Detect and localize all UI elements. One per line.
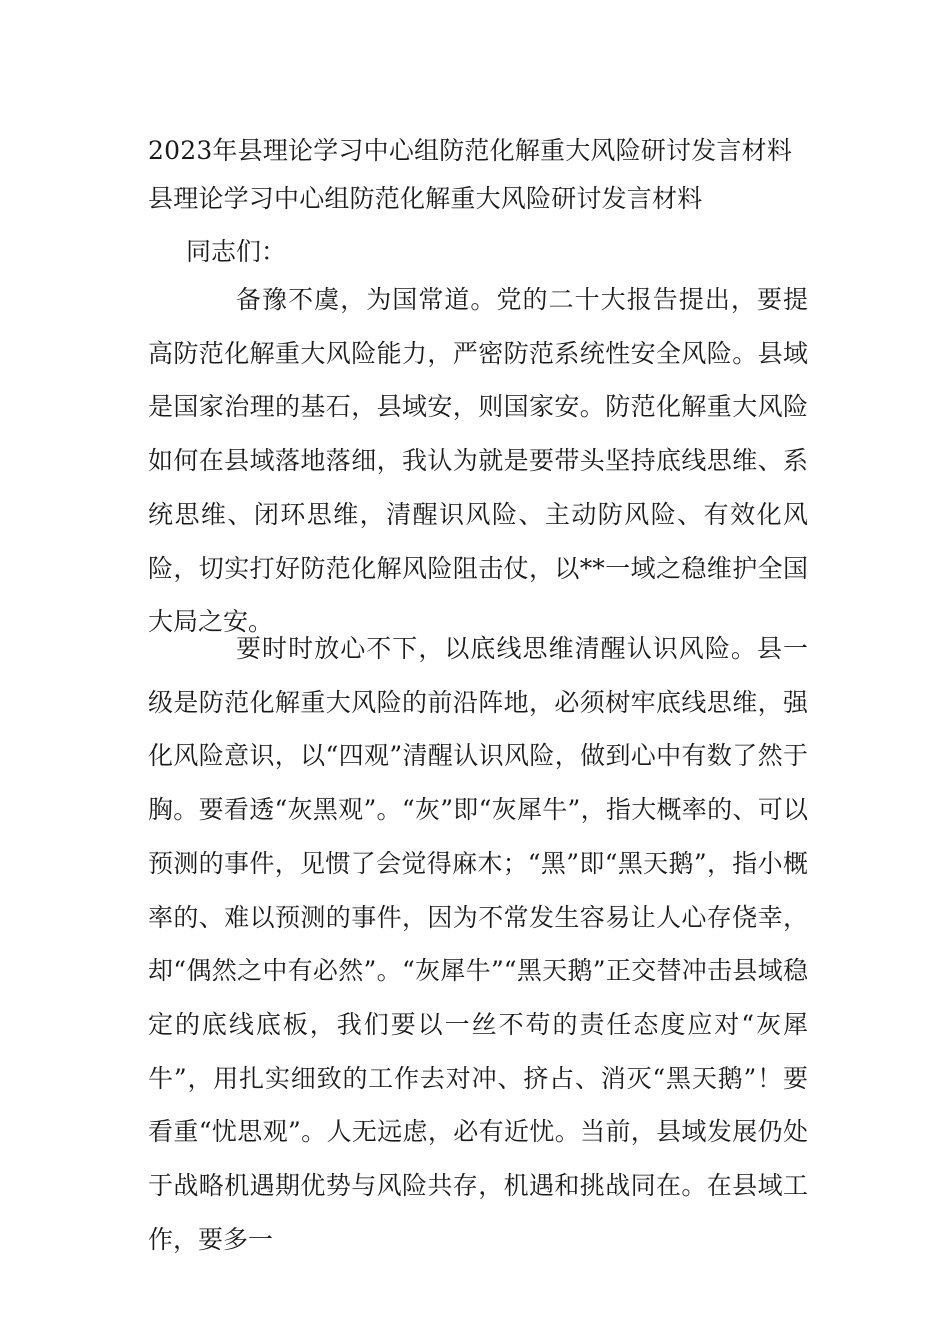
body-paragraph-2: 要时时放心不下，以底线思维清醒认识风险。县一级是防范化解重大风险的前沿阵地，必须树牢底线思维，强化风险意识，以“四观”清醒认识风险，做到心中有数了然于胸。要看透“灰黑观”。“灰”即“灰犀牛”，指大概率的、可以预测的事件，见惯了会觉得麻木；“黑”即“黑天鹅”，指小概率的、难以预测的事件，因为不常发生容易让人心存侥幸，却“偶然之中有必然”。“灰犀牛”“黑天鹅”正交替冲击县域稳定的底线底板，我们要以一丝不苟的责任态度应对“灰犀牛”，用扎实细致的工作去对冲、挤占、消灭“黑天鹅”！要看重“忧思观”。人无远虑，必有近忧。当前，县域发展仍处于战略机遇期优势与风险共存，机遇和挑战同在。在县域工作，要多一 xyxy=(148,634,808,1254)
document-subtitle: 县理论学习中心组防范化解重大风险研讨发言材料 xyxy=(148,184,703,213)
salutation: 同志们： xyxy=(186,237,287,266)
document-title: 2023年县理论学习中心组防范化解重大风险研讨发言材料 xyxy=(148,136,793,165)
body-paragraph-1: 备豫不虞，为国常道。党的二十大报告提出，要提高防范化解重大风险能力，严密防范系统性安全风险。县域是国家治理的基石，县域安，则国家安。防范化解重大风险如何在县域落地落细，我认为就是要带头坚持底线思维、系统思维、闭环思维，清醒识风险、主动防风险、有效化风险，切实打好防范化解风险阻击仗，以**一域之稳维护全国大局之安。 xyxy=(148,285,808,637)
